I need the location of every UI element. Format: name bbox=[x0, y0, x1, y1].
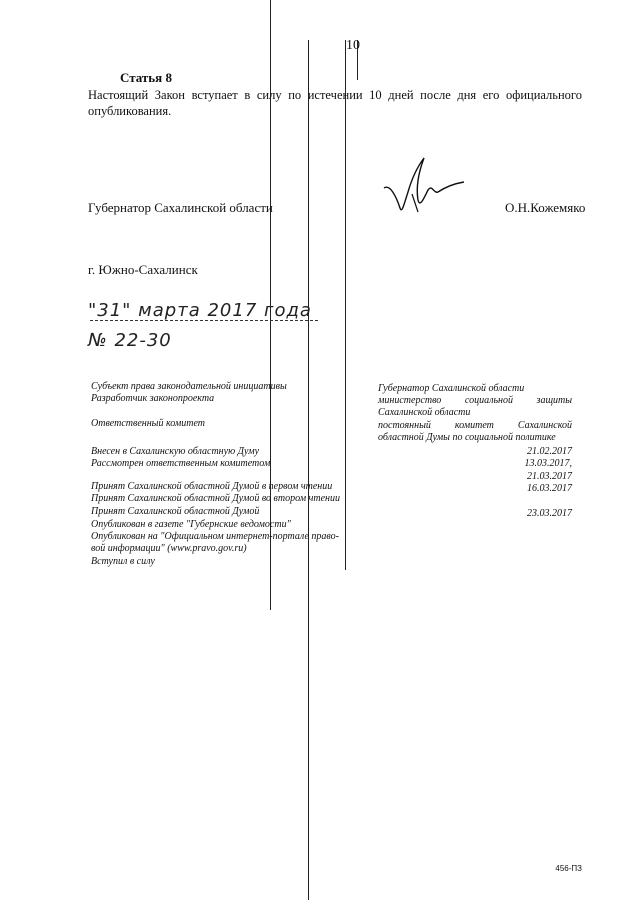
date-underline bbox=[90, 320, 318, 321]
info-first-reading-label: Принят Сахалинской областной Думой в первом чтении bbox=[91, 481, 333, 492]
scan-line-2 bbox=[308, 40, 309, 900]
article-title: Статья 8 bbox=[120, 70, 172, 85]
info-considered-label: Рассмотрен ответственным комитетом bbox=[91, 458, 271, 469]
info-developer-value-1: министерство социальной защиты bbox=[378, 395, 572, 406]
info-adopted-label: Принят Сахалинской областной Думой bbox=[91, 506, 260, 517]
signatory-name: О.Н.Кожемяко bbox=[505, 200, 586, 215]
handwritten-date: "31" марта 2017 года bbox=[88, 300, 312, 321]
info-subject-label: Субъект права законодательной инициативы bbox=[91, 381, 287, 392]
document-code: 456-ПЗ bbox=[555, 864, 582, 873]
info-introduced-label: Внесен в Сахалинскую областную Думу bbox=[91, 446, 260, 457]
info-committee-label: Ответственный комитет bbox=[91, 418, 205, 429]
info-gazette-label: Опубликован в газете "Губернские ведомости" bbox=[91, 519, 291, 530]
info-portal-label-2: вой информации" (www.pravo.gov.ru) bbox=[91, 543, 247, 554]
article-text: Настоящий Закон вступает в силу по истечении 10 дней после дня его официального опубликования. bbox=[88, 88, 582, 118]
info-committee-value-2: областной Думы по социальной политике bbox=[378, 432, 556, 443]
info-committee-value-1: постоянный комитет Сахалинской bbox=[378, 420, 572, 431]
page-number: 10 bbox=[346, 38, 360, 53]
scan-line-3 bbox=[345, 40, 346, 570]
handwritten-signature bbox=[378, 148, 468, 223]
info-second-reading-label: Принят Сахалинской областной Думой во втором чтении bbox=[91, 493, 341, 504]
info-developer-value-2: Сахалинской области bbox=[378, 407, 471, 418]
info-date-considered: 13.03.2017, bbox=[524, 458, 572, 469]
place-of-signing: г. Южно-Сахалинск bbox=[88, 262, 198, 277]
info-date-considered-2: 21.03.2017 bbox=[527, 471, 572, 482]
info-developer-label: Разработчик законопроекта bbox=[91, 393, 215, 404]
info-date-introduced: 21.02.2017 bbox=[527, 446, 572, 457]
info-subject-value: Губернатор Сахалинской области bbox=[378, 383, 525, 394]
info-date-adopted: 23.03.2017 bbox=[527, 508, 572, 519]
info-in-force-label: Вступил в силу bbox=[91, 556, 155, 567]
info-portal-label-1: Опубликован на "Официальном интернет-портале право- bbox=[91, 531, 339, 542]
info-date-first-reading: 16.03.2017 bbox=[527, 483, 572, 494]
signatory-position: Губернатор Сахалинской области bbox=[88, 200, 273, 215]
handwritten-number: № 22-30 bbox=[88, 330, 172, 351]
